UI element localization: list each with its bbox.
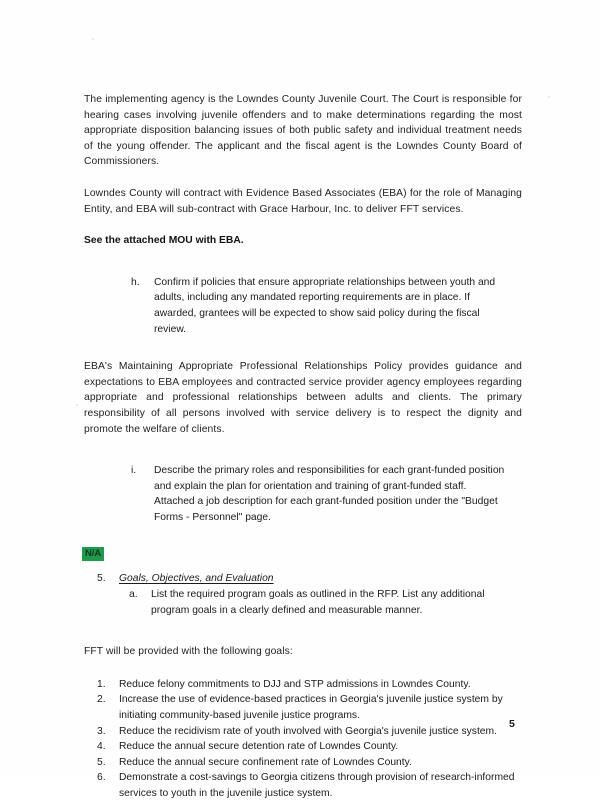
list-marker: a. (129, 589, 138, 601)
na-annotation-row (82, 543, 522, 561)
spacer (84, 618, 522, 644)
list-item-text: Describe the primary roles and responsibilities for each grant-funded position and explain the plan for orientation and training of grant-funded staff. Attached a job description for each grant-funded position under the "Budget Forms - Personnel" page. (154, 465, 505, 523)
lettered-item-h (131, 275, 509, 337)
list-item (97, 692, 522, 723)
paragraph-eba-contract: Lowndes County will contract with Evidence Based Associates (EBA) for the role of Managing Entity, and EBA will sub-contract with Grace Harbour, Inc. to deliver FFT services. (84, 187, 522, 215)
spacer (84, 249, 522, 275)
list-marker: 1. (97, 678, 106, 690)
list-item-text: Increase the use of evidence-based practices in Georgia's juvenile justice system by initiating community-based juvenile justice programs. (119, 694, 503, 722)
section-title: Goals, Objectives, and Evaluation (119, 573, 274, 585)
list-item (97, 770, 522, 801)
list-marker: 3. (97, 725, 106, 737)
list-item (97, 724, 522, 740)
section-marker: 5. (97, 573, 106, 585)
fft-goals-list (84, 677, 522, 802)
list-item-text: Demonstrate a cost-savings to Georgia citizens through provision of research-informed services to youth in the juvenile justice system. (119, 772, 515, 799)
lettered-item-i (131, 463, 509, 525)
list-item-text: List the required program goals as outlined in the RFP. List any additional program goals in a clearly defined and measurable manner. (151, 589, 485, 616)
paragraph-eba-policy: EBA's Maintaining Appropriate Professional Relationships Policy provides guidance and expectations to EBA employees and contracted service provider agency employees regarding appropriate and professional relationships between adults and clients. The primary responsibility of all persons involved with service delivery is to respect the dignity and promote the welfare of clients. (84, 361, 522, 435)
list-item-text: Confirm if policies that ensure appropriate relationships between youth and adults, including any mandated reporting requirements are in place. If awarded, grantees will be expected to show said policy during the fiscal review. (154, 276, 496, 335)
list-marker: 4. (97, 741, 106, 753)
na-highlight-badge: N/A (82, 547, 104, 561)
list-marker: 6. (97, 772, 106, 784)
spacer (84, 525, 522, 543)
section-5-item-a (129, 587, 519, 618)
paragraph-implementing-agency: The implementing agency is the Lowndes County Juvenile Court. The Court is responsible for hearing cases involving juvenile offenders and to make determinations regarding the most appropriate disposition balancing issues of both public safety and individual treatment needs of the young offender. The applicant and the fiscal agent is the Lowndes County Board of Commissioners. (84, 94, 522, 168)
section-5-heading (97, 571, 517, 587)
document-body (84, 92, 522, 802)
list-item (97, 677, 522, 693)
attached-mou-note: See the attached MOU with EBA. (84, 235, 244, 247)
list-marker: 5. (97, 756, 106, 768)
scan-speck (548, 96, 550, 98)
list-marker: h. (131, 276, 140, 288)
list-item-text: Reduce felony commitments to DJJ and STP admissions in Lowndes County. (119, 678, 471, 690)
spacer (84, 337, 522, 359)
list-item-text: Reduce the recidivism rate of youth involved with Georgia's juvenile justice system. (119, 725, 497, 737)
spacer (84, 437, 522, 463)
paragraph-fft-goals-intro: FFT will be provided with the following goals: (84, 646, 293, 658)
spacer (84, 170, 522, 186)
list-marker: 2. (97, 694, 106, 706)
list-item (97, 739, 522, 755)
list-marker: i. (131, 465, 137, 477)
list-item (97, 755, 522, 771)
spacer (84, 217, 522, 233)
page-number: 5 (509, 718, 515, 730)
list-item-text: Reduce the annual secure detention rate of Lowndes County. (119, 741, 399, 753)
spacer (84, 561, 522, 571)
list-item-text: Reduce the annual secure confinement rate of Lowndes County. (119, 756, 412, 768)
scan-speck (76, 404, 78, 406)
scan-speck (92, 38, 94, 40)
spacer (84, 660, 522, 677)
